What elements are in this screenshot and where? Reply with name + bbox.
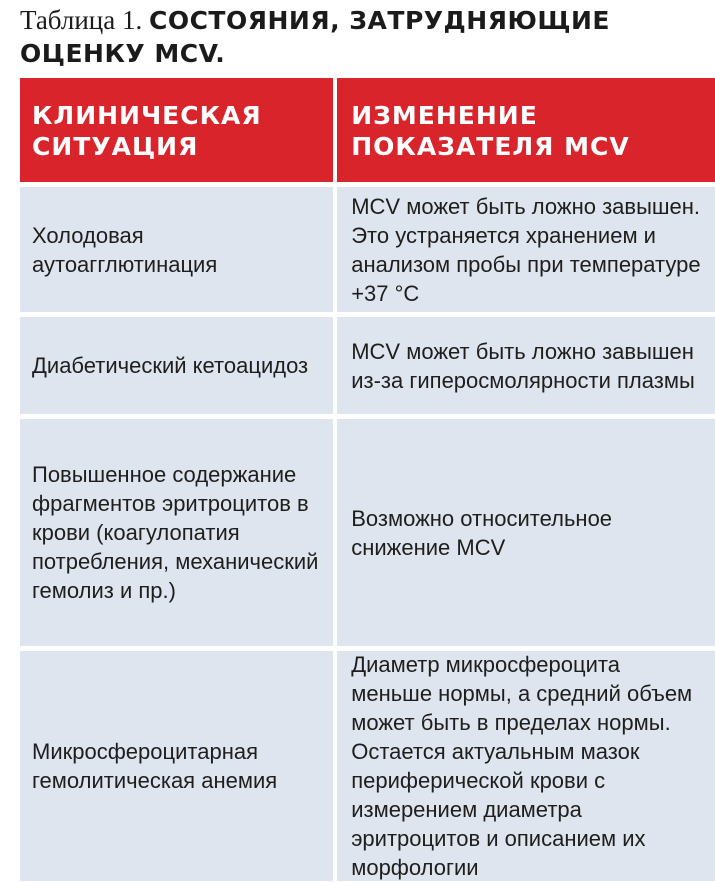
table-caption [20, 4, 700, 70]
change-cell [337, 187, 715, 312]
situation-text: Повышенное содержание фрагментов эритроцитов в крови (коагулопатия потребления, механический гемолиз и пр.) [32, 462, 319, 603]
header-mcv-change [337, 78, 715, 182]
change-text: Возможно относительное снижение MCV [351, 505, 613, 560]
situation-cell [20, 187, 333, 312]
table-row [20, 317, 715, 414]
situation-cell [20, 419, 333, 646]
header-mcv-change-label: ИЗМЕНЕНИЕ ПОКАЗАТЕЛЯ MCV [351, 101, 630, 161]
caption-title: СОСТОЯНИЯ, ЗАТРУДНЯЮЩИЕ ОЦЕНКУ MCV. [20, 6, 610, 68]
change-cell [337, 651, 715, 881]
table-header-row [20, 78, 715, 182]
change-cell [337, 419, 715, 646]
situation-cell [20, 317, 333, 414]
header-clinical-situation [20, 78, 333, 182]
table-row [20, 651, 715, 881]
mcv-conditions-table [20, 78, 715, 881]
situation-text: Холодовая аутоагглютинация [32, 222, 218, 277]
change-text: MCV может быть ложно завышен из-за гиперосмолярности плазмы [351, 338, 695, 393]
header-clinical-situation-label: КЛИНИЧЕСКАЯ СИТУАЦИЯ [32, 101, 262, 161]
change-text: Диаметр микросфероцита меньше нормы, а средний объем может быть в пределах нормы. Остается актуальным мазок периферической крови с измерением диаметра эритроцитов и описанием их морфологии [351, 652, 693, 880]
table-row [20, 419, 715, 646]
table-row [20, 187, 715, 312]
change-cell [337, 317, 715, 414]
change-text: MCV может быть ложно завышен. Это устраняется хранением и анализом пробы при температуре +37 °C [351, 193, 701, 306]
situation-text: Микросфероцитарная гемолитическая анемия [32, 739, 278, 793]
situation-text: Диабетический кетоацидоз [32, 353, 309, 378]
situation-cell [20, 651, 333, 881]
caption-prefix: Таблица 1. [20, 5, 143, 35]
